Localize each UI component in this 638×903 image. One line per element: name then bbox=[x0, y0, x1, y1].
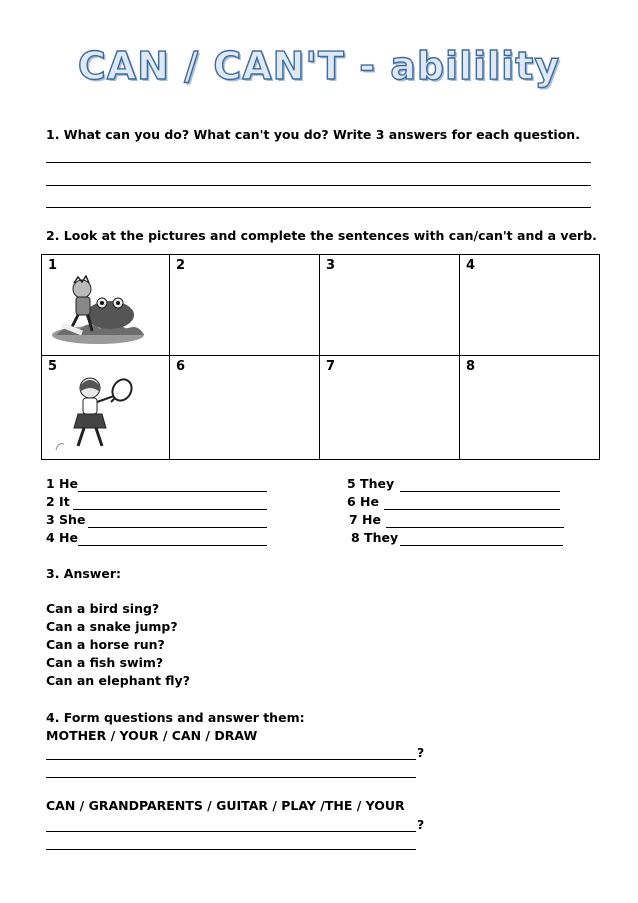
exercise-3-heading: 3. Answer: bbox=[46, 566, 121, 581]
grid-cell-1 bbox=[42, 255, 170, 356]
sentence-label: 4 He bbox=[46, 530, 78, 545]
sentence-blank[interactable] bbox=[73, 509, 267, 510]
answer-question: Can a snake jump? bbox=[46, 619, 178, 634]
grid-cell-2 bbox=[170, 255, 320, 356]
exercise-2-instruction: 2. Look at the pictures and complete the sentences with can/can't and a verb. bbox=[46, 228, 597, 243]
cell-number: 2 bbox=[176, 258, 186, 273]
sentence-blank[interactable] bbox=[78, 491, 267, 492]
picture-grid bbox=[41, 254, 600, 460]
cell-number: 7 bbox=[326, 359, 336, 374]
question-blank[interactable] bbox=[46, 831, 416, 832]
grid-cell-3 bbox=[320, 255, 460, 356]
grid-cell-4 bbox=[460, 255, 600, 356]
girl-playing-tennis-picture bbox=[48, 376, 148, 456]
cell-number: 1 bbox=[48, 258, 58, 273]
cell-number: 8 bbox=[466, 359, 476, 374]
grid-cell-8 bbox=[460, 356, 600, 460]
sentence-blank[interactable] bbox=[88, 527, 267, 528]
answer-line[interactable] bbox=[46, 162, 591, 163]
sentence-blank[interactable] bbox=[400, 545, 563, 546]
cell-number: 4 bbox=[466, 258, 476, 273]
sentence-blank[interactable] bbox=[386, 527, 564, 528]
cell-number: 6 bbox=[176, 359, 186, 374]
word-prompt: CAN / GRANDPARENTS / GUITAR / PLAY /THE / YOUR bbox=[46, 798, 405, 813]
answer-line[interactable] bbox=[46, 207, 591, 208]
sentence-label: 6 He bbox=[347, 494, 379, 509]
sentence-blank[interactable] bbox=[78, 545, 267, 546]
exercise-4-heading: 4. Form questions and answer them: bbox=[46, 710, 305, 725]
answer-question: Can a horse run? bbox=[46, 637, 165, 652]
word-prompt: MOTHER / YOUR / CAN / DRAW bbox=[46, 728, 258, 743]
sentence-label: 3 She bbox=[46, 512, 86, 527]
sentence-label: 8 They bbox=[351, 530, 399, 545]
answer-blank[interactable] bbox=[46, 849, 416, 850]
worksheet-title: CAN / CAN'T - abilility bbox=[77, 44, 561, 88]
sentence-label: 1 He bbox=[46, 476, 78, 491]
boy-and-frog-picture bbox=[48, 275, 148, 347]
sentence-label: 5 They bbox=[347, 476, 395, 491]
grid-cell-5 bbox=[42, 356, 170, 460]
sentence-label: 7 He bbox=[349, 512, 381, 527]
answer-question: Can an elephant fly? bbox=[46, 673, 190, 688]
sentence-blank[interactable] bbox=[384, 509, 560, 510]
question-blank[interactable] bbox=[46, 759, 416, 760]
question-mark: ? bbox=[417, 817, 425, 832]
answer-question: Can a bird sing? bbox=[46, 601, 160, 616]
cell-number: 5 bbox=[48, 359, 58, 374]
answer-blank[interactable] bbox=[46, 777, 416, 778]
answer-question: Can a fish swim? bbox=[46, 655, 164, 670]
sentence-label: 2 It bbox=[46, 494, 70, 509]
cell-number: 3 bbox=[326, 258, 336, 273]
sentence-blank[interactable] bbox=[400, 491, 560, 492]
grid-cell-7 bbox=[320, 356, 460, 460]
question-mark: ? bbox=[417, 745, 425, 760]
answer-line[interactable] bbox=[46, 185, 591, 186]
exercise-1-instruction: 1. What can you do? What can't you do? Write 3 answers for each question. bbox=[46, 127, 580, 142]
grid-cell-6 bbox=[170, 356, 320, 460]
